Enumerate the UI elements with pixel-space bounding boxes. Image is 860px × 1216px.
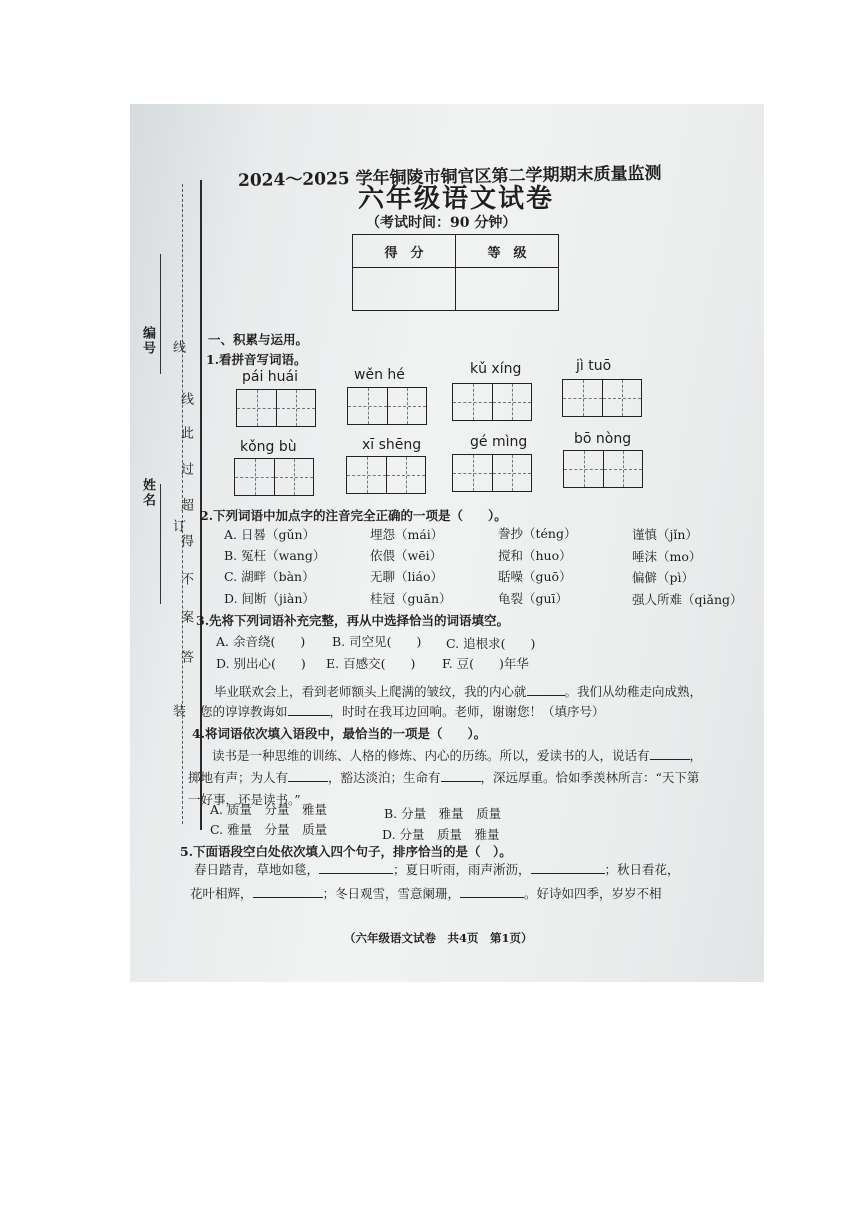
exam-title: 2024～2025 学年铜陵市铜官区第二学期期末质量监测 (237, 163, 662, 191)
q2-option: 偏僻（pì） (632, 570, 694, 585)
q4-paragraph: 一好事，还是读书。” (188, 792, 301, 807)
q3-item: E. 百感交( ) (326, 656, 416, 671)
exam-time: （考试时间：90 分钟） (366, 215, 517, 231)
answer-blank[interactable] (288, 769, 328, 782)
binding-char: 过 (178, 462, 193, 477)
writing-box[interactable] (563, 450, 643, 488)
q4-option[interactable]: B. 分量 雅量 质量 (384, 806, 502, 821)
writing-box[interactable] (452, 383, 532, 421)
binding-char: 线 (178, 392, 193, 407)
q2-option[interactable]: B. 冤枉（wang） (224, 548, 326, 563)
pinyin-label: xī shēng (362, 437, 422, 453)
name-label: 姓名 (140, 478, 155, 508)
q4-title: 4.将词语依次填入语段中，最恰当的一项是（ ）。 (192, 726, 487, 741)
q3-paragraph: 毕业联欢会上，看到老师额头上爬满的皱纹，我的内心就 。我们从幼稚走向成熟， (214, 684, 703, 699)
pinyin-label: kǔ xíng (470, 361, 522, 377)
pinyin-label: pái huái (242, 369, 299, 385)
q2-option: 谨慎（jǐn） (632, 527, 698, 542)
binding-char: 案 (178, 610, 193, 625)
answer-blank[interactable] (441, 769, 481, 782)
q3-title: 3.先将下列词语补充完整，再从中选择恰当的词语填空。 (196, 613, 510, 628)
q2-option: 强人所难（qiǎng） (632, 592, 743, 607)
q4-option[interactable]: A. 质量 分量 雅量 (210, 802, 327, 817)
answer-blank[interactable] (650, 747, 690, 760)
writing-box[interactable] (347, 387, 427, 425)
answer-blank[interactable] (288, 703, 330, 716)
binding-char: 超 (178, 498, 193, 513)
q2-option: 桂冠（guān） (370, 591, 452, 606)
q2-option: 龟裂（guī） (498, 591, 569, 606)
binding-char: 装 (170, 704, 185, 719)
pinyin-label: bō nòng (574, 431, 632, 447)
q2-option[interactable]: C. 湖畔（bàn） (224, 569, 315, 584)
q3-paragraph: 您的谆谆教诲如 ，时时在我耳边回响。老师，谢谢您！（填序号） (200, 704, 605, 719)
binding-char: 此 (178, 426, 193, 441)
q3-item: A. 余音绕( ) (216, 634, 306, 649)
grade-header: 等 级 (456, 235, 559, 268)
paper-title: 六年级语文试卷 (358, 184, 555, 214)
number-label: 编号 (140, 326, 155, 356)
writing-box[interactable] (452, 454, 532, 492)
score-header: 得 分 (353, 235, 456, 268)
answer-blank[interactable] (527, 683, 565, 696)
q5-paragraph: 春日踏青，草地如毯， ；夏日听雨，雨声淅沥， ；秋日看花， (194, 862, 680, 877)
q2-option: 埋怨（mái） (370, 527, 444, 542)
q2-option: 搅和（huo） (498, 548, 572, 563)
binding-char: 线 (170, 340, 185, 355)
page-footer: （六年级语文试卷 共4页 第1页） (344, 931, 533, 945)
answer-blank[interactable] (531, 861, 605, 874)
score-cell[interactable] (353, 268, 456, 311)
number-underline (160, 254, 161, 374)
q3-item: B. 司空见( ) (332, 634, 422, 649)
q3-item: C. 追根求( ) (446, 636, 536, 651)
q2-option: 唾沫（mo） (632, 549, 702, 564)
pinyin-label: wěn hé (354, 367, 405, 383)
q4-option[interactable]: D. 分量 质量 雅量 (382, 827, 500, 842)
section-title: 一、积累与运用。 (208, 332, 309, 347)
q4-paragraph: 掷地有声；为人有 ，豁达淡泊；生命有 ，深远厚重。恰如季羡林所言：“天下第 (188, 770, 700, 785)
q1-title: 1.看拼音写词语。 (206, 352, 307, 367)
writing-box[interactable] (236, 389, 316, 427)
pinyin-label: jì tuō (576, 358, 612, 374)
pinyin-label: gé mìng (470, 434, 528, 450)
writing-box[interactable] (562, 379, 642, 417)
score-table (352, 234, 559, 311)
answer-blank[interactable] (253, 885, 323, 898)
binding-char: 得 (178, 534, 193, 549)
q4-option[interactable]: C. 雅量 分量 质量 (210, 822, 328, 837)
binding-char: 订 (170, 519, 185, 534)
q4-paragraph: 读书是一种思维的训练、人格的修炼、内心的历练。所以，爱读书的人，说话有 ， (212, 748, 703, 763)
writing-box[interactable] (346, 456, 426, 494)
q2-option[interactable]: D. 间断（jiàn） (224, 591, 315, 606)
q2-option: 誊抄（téng） (498, 526, 577, 541)
answer-blank[interactable] (319, 861, 393, 874)
grade-cell[interactable] (456, 268, 559, 311)
q2-option: 聒噪（guō） (498, 569, 572, 584)
binding-char: 答 (178, 650, 193, 665)
binding-char: 不 (178, 572, 193, 587)
pinyin-label: kǒng bù (240, 439, 297, 455)
answer-blank[interactable] (460, 885, 524, 898)
writing-box[interactable] (234, 458, 314, 496)
q5-paragraph: 花叶相辉， ；冬日观雪，雪意阑珊， 。好诗如四季，岁岁不相 (190, 886, 662, 901)
q3-item: F. 豆( )年华 (442, 656, 529, 671)
q2-option[interactable]: A. 日晷（gǔn） (224, 527, 316, 542)
q2-title: 2.下列词语中加点字的注音完全正确的一项是（ ）。 (200, 508, 507, 523)
q2-option: 无聊（liáo） (370, 569, 443, 584)
exam-photo (130, 104, 764, 982)
q2-option: 依偎（wēi） (370, 548, 443, 563)
name-underline (160, 484, 161, 604)
q3-item: D. 别出心( ) (216, 656, 306, 671)
q5-title: 5.下面语段空白处依次填入四个句子，排序恰当的是（ ）。 (180, 844, 512, 859)
